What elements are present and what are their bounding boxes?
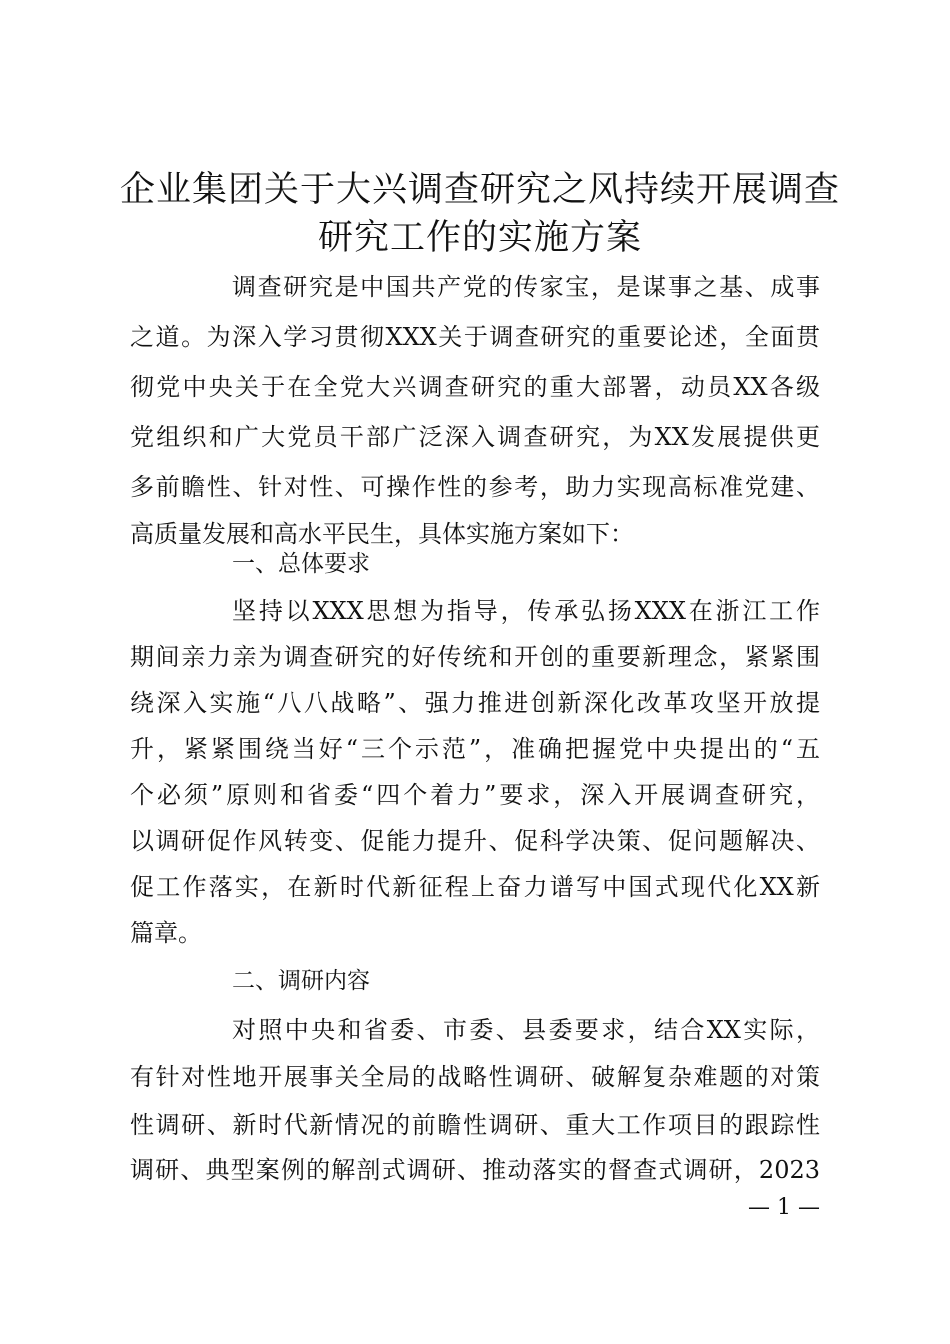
section1-paragraph-line: 升，紧紧围绕当好“三个示范”，准确把握党中央提出的“五 bbox=[130, 735, 820, 763]
section2-paragraph-line: 有针对性地开展事关全局的战略性调研、破解复杂难题的对策 bbox=[130, 1063, 820, 1091]
page-number: — 1 — bbox=[748, 1195, 820, 1220]
intro-paragraph-line: 彻党中央关于在全党大兴调查研究的重大部署，动员XX各级 bbox=[130, 373, 820, 401]
section-heading-research-content: 二、调研内容 bbox=[232, 968, 370, 994]
section1-paragraph-line: 促工作落实，在新时代新征程上奋力谱写中国式现代化XX新 bbox=[130, 873, 820, 901]
document-title-line-2: 研究工作的实施方案 bbox=[317, 218, 642, 258]
intro-paragraph-line: 之道。为深入学习贯彻XXX关于调查研究的重要论述，全面贯 bbox=[130, 323, 820, 351]
intro-paragraph-line: 多前瞻性、针对性、可操作性的参考，助力实现高标准党建、 bbox=[130, 473, 820, 501]
section2-paragraph-line: 对照中央和省委、市委、县委要求，结合XX实际， bbox=[232, 1016, 820, 1044]
intro-paragraph-line: 调查研究是中国共产党的传家宝，是谋事之基、成事 bbox=[232, 273, 820, 301]
section1-paragraph-line: 期间亲力亲为调查研究的好传统和开创的重要新理念，紧紧围 bbox=[130, 643, 820, 671]
section2-paragraph-line: 性调研、新时代新情况的前瞻性调研、重大工作项目的跟踪性 bbox=[130, 1111, 820, 1139]
section1-paragraph-line: 篇章。 bbox=[130, 919, 202, 947]
document-title-line-1: 企业集团关于大兴调查研究之风持续开展调查 bbox=[120, 170, 841, 210]
intro-paragraph-line: 党组织和广大党员干部广泛深入调查研究，为XX发展提供更 bbox=[130, 423, 820, 451]
section1-paragraph-line: 绕深入实施“八八战略”、强力推进创新深化改革攻坚开放提 bbox=[130, 689, 820, 717]
section1-paragraph-line: 个必须”原则和省委“四个着力”要求，深入开展调查研究， bbox=[130, 781, 820, 809]
section-heading-general-requirements: 一、总体要求 bbox=[232, 551, 370, 577]
section2-paragraph-line: 调研、典型案例的解剖式调研、推动落实的督查式调研，2023 bbox=[130, 1156, 820, 1184]
section1-paragraph-line: 以调研促作风转变、促能力提升、促科学决策、促问题解决、 bbox=[130, 827, 820, 855]
intro-paragraph-line: 高质量发展和高水平民生，具体实施方案如下： bbox=[130, 520, 634, 548]
section1-paragraph-line: 坚持以XXX思想为指导，传承弘扬XXX在浙江工作 bbox=[232, 597, 820, 625]
